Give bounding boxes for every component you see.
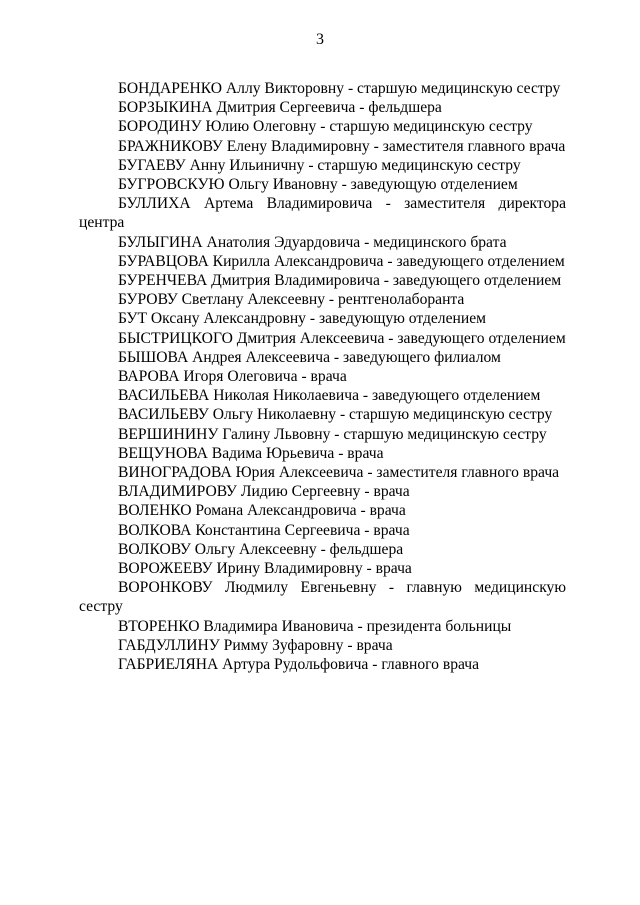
list-item: БУРОВУ Светлану Алексеевну - рентгенолаборанта [118, 291, 465, 309]
list-item: ВОРОЖЕЕВУ Ирину Владимировну - врача [118, 560, 412, 578]
list-item: ГАБДУЛЛИНУ Римму Зуфаровну - врача [118, 636, 393, 654]
list-item: ВЕРШИНИНУ Галину Львовну - старшую медицинскую сестру [118, 425, 547, 443]
list-item: БУЛЫГИНА Анатолия Эдуардовича - медицинского брата [118, 233, 507, 251]
list-item: БОНДАРЕНКО Аллу Викторовну - старшую медицинскую сестру [118, 80, 561, 97]
list-item: ВИНОГРАДОВА Юрия Алексеевича - заместителя главного врача [118, 464, 560, 482]
list-item: ВАСИЛЬЕВУ Ольгу Николаевну - старшую медицинскую сестру [118, 406, 553, 424]
list-item: ВЕЩУНОВА Вадима Юрьевича - врача [118, 444, 384, 462]
list-item: ГАБРИЕЛЯНА Артура Рудольфовича - главного врача [118, 656, 480, 674]
list-item: ВОЛКОВУ Ольгу Алексеевну - фельдшера [118, 540, 404, 558]
list-item: ВЛАДИМИРОВУ Лидию Сергеевну - врача [118, 483, 410, 501]
award-list [79, 79, 566, 674]
list-item: БЫСТРИЦКОГО Дмитрия Алексеевича - заведующего отделением [118, 329, 566, 347]
page-number: 3 [316, 31, 324, 48]
list-item: БУЛЛИХА Артема Владимировича - заместителя директора центра [79, 195, 566, 232]
list-item: БУРЕНЧЕВА Дмитрия Владимировича - заведующего отделением [118, 272, 562, 290]
list-item: БОРЗЫКИНА Дмитрия Сергеевича - фельдшера [118, 99, 442, 117]
list-item: БОРОДИНУ Юлию Олеговну - старшую медицинскую сестру [118, 118, 533, 136]
list-item: ВОЛКОВА Константина Сергеевича - врача [118, 521, 410, 539]
list-item: БУГАЕВУ Анну Ильиничну - старшую медицинскую сестру [118, 156, 521, 174]
list-item: БРАЖНИКОВУ Елену Владимировну - заместителя главного врача [118, 137, 566, 155]
list-item: ВОЛЕНКО Романа Александровича - врача [118, 502, 406, 520]
list-item: ВТОРЕНКО Владимира Ивановича - президента больницы [118, 617, 512, 635]
list-item: БУТ Оксану Александровну - заведующую отделением [118, 310, 486, 328]
list-item: БУГРОВСКУЮ Ольгу Ивановну - заведующую отделением [118, 176, 518, 194]
list-item: ВАРОВА Игоря Олеговича - врача [118, 368, 347, 386]
list-item: ВАСИЛЬЕВА Николая Николаевича - заведующего отделением [118, 387, 541, 405]
list-item: БУРАВЦОВА Кирилла Александровича - заведующего отделением [118, 252, 565, 270]
list-item: ВОРОНКОВУ Людмилу Евгеньевну - главную медицинскую сестру [79, 579, 566, 616]
list-item: БЫШОВА Андрея Алексеевича - заведующего филиалом [118, 348, 501, 366]
